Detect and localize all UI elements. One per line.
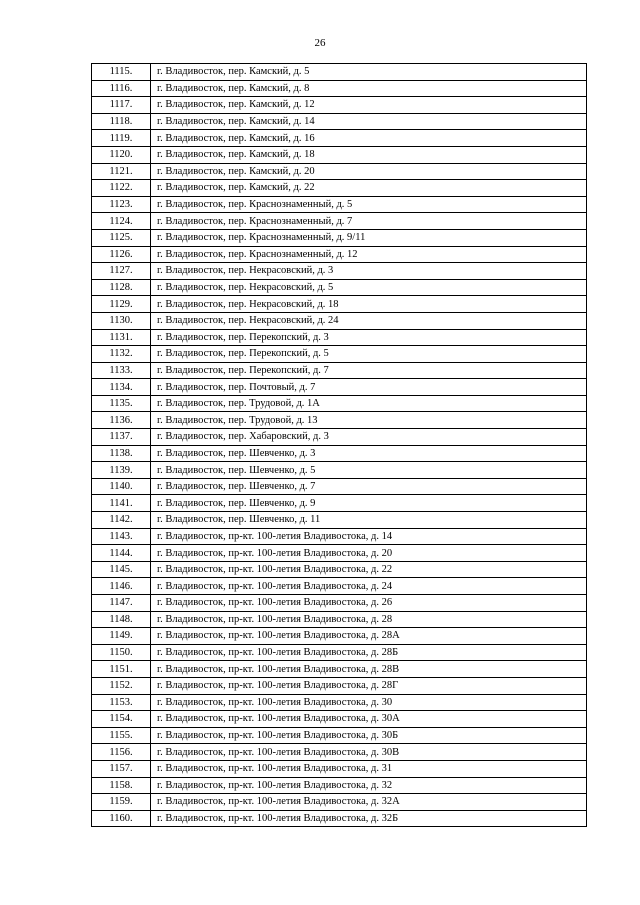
row-number: 1134. — [92, 379, 151, 396]
row-address: г. Владивосток, пр-кт. 100-летия Владивостока, д. 28 — [151, 611, 587, 628]
table-row — [92, 246, 587, 263]
table-row — [92, 279, 587, 296]
row-address: г. Владивосток, пр-кт. 100-летия Владивостока, д. 30В — [151, 744, 587, 761]
row-number: 1130. — [92, 312, 151, 329]
table-row — [92, 561, 587, 578]
row-number: 1154. — [92, 711, 151, 728]
row-number: 1156. — [92, 744, 151, 761]
row-address: г. Владивосток, пр-кт. 100-летия Владивостока, д. 32Б — [151, 810, 587, 827]
table-row — [92, 263, 587, 280]
table-row — [92, 296, 587, 313]
row-address: г. Владивосток, пер. Камский, д. 8 — [151, 80, 587, 97]
row-address: г. Владивосток, пер. Камский, д. 14 — [151, 113, 587, 130]
table-row — [92, 794, 587, 811]
row-address: г. Владивосток, пер. Краснознаменный, д. 5 — [151, 196, 587, 213]
row-address: г. Владивосток, пер. Шевченко, д. 5 — [151, 462, 587, 479]
row-address: г. Владивосток, пр-кт. 100-летия Владивостока, д. 28А — [151, 628, 587, 645]
row-address: г. Владивосток, пр-кт. 100-летия Владивостока, д. 28Г — [151, 677, 587, 694]
address-table-body — [92, 64, 587, 827]
row-address: г. Владивосток, пр-кт. 100-летия Владивостока, д. 20 — [151, 545, 587, 562]
row-number: 1147. — [92, 595, 151, 612]
row-address: г. Владивосток, пер. Камский, д. 18 — [151, 146, 587, 163]
row-address: г. Владивосток, пер. Шевченко, д. 9 — [151, 495, 587, 512]
row-number: 1150. — [92, 644, 151, 661]
row-address: г. Владивосток, пр-кт. 100-летия Владивостока, д. 30 — [151, 694, 587, 711]
row-address: г. Владивосток, пр-кт. 100-летия Владивостока, д. 14 — [151, 528, 587, 545]
address-table — [91, 63, 587, 827]
row-address: г. Владивосток, пер. Некрасовский, д. 18 — [151, 296, 587, 313]
row-number: 1137. — [92, 429, 151, 446]
table-row — [92, 362, 587, 379]
row-address: г. Владивосток, пер. Некрасовский, д. 24 — [151, 312, 587, 329]
table-row — [92, 395, 587, 412]
table-row — [92, 694, 587, 711]
row-number: 1145. — [92, 561, 151, 578]
row-address: г. Владивосток, пр-кт. 100-летия Владивостока, д. 32А — [151, 794, 587, 811]
row-address: г. Владивосток, пер. Краснознаменный, д. 12 — [151, 246, 587, 263]
row-number: 1126. — [92, 246, 151, 263]
table-row — [92, 777, 587, 794]
row-address: г. Владивосток, пер. Перекопский, д. 3 — [151, 329, 587, 346]
row-address: г. Владивосток, пр-кт. 100-летия Владивостока, д. 22 — [151, 561, 587, 578]
table-row — [92, 64, 587, 81]
table-row — [92, 578, 587, 595]
row-address: г. Владивосток, пер. Перекопский, д. 7 — [151, 362, 587, 379]
row-number: 1141. — [92, 495, 151, 512]
table-row — [92, 628, 587, 645]
table-row — [92, 213, 587, 230]
row-address: г. Владивосток, пер. Шевченко, д. 7 — [151, 478, 587, 495]
table-row — [92, 97, 587, 114]
row-number: 1157. — [92, 760, 151, 777]
row-number: 1116. — [92, 80, 151, 97]
row-address: г. Владивосток, пер. Шевченко, д. 3 — [151, 445, 587, 462]
table-row — [92, 146, 587, 163]
table-row — [92, 113, 587, 130]
table-row — [92, 545, 587, 562]
row-address: г. Владивосток, пер. Камский, д. 22 — [151, 180, 587, 197]
row-address: г. Владивосток, пр-кт. 100-летия Владивостока, д. 30Б — [151, 727, 587, 744]
row-address: г. Владивосток, пер. Краснознаменный, д. 9/11 — [151, 229, 587, 246]
table-row — [92, 312, 587, 329]
row-number: 1160. — [92, 810, 151, 827]
table-row — [92, 229, 587, 246]
table-row — [92, 644, 587, 661]
row-number: 1148. — [92, 611, 151, 628]
row-address: г. Владивосток, пер. Трудовой, д. 13 — [151, 412, 587, 429]
row-address: г. Владивосток, пер. Некрасовский, д. 3 — [151, 263, 587, 280]
table-row — [92, 130, 587, 147]
table-row — [92, 760, 587, 777]
row-number: 1124. — [92, 213, 151, 230]
row-number: 1117. — [92, 97, 151, 114]
row-address: г. Владивосток, пер. Камский, д. 20 — [151, 163, 587, 180]
table-row — [92, 595, 587, 612]
row-number: 1152. — [92, 677, 151, 694]
row-address: г. Владивосток, пр-кт. 100-летия Владивостока, д. 31 — [151, 760, 587, 777]
row-address: г. Владивосток, пр-кт. 100-летия Владивостока, д. 30А — [151, 711, 587, 728]
table-row — [92, 346, 587, 363]
table-row — [92, 727, 587, 744]
row-address: г. Владивосток, пер. Трудовой, д. 1А — [151, 395, 587, 412]
table-row — [92, 512, 587, 529]
table-row — [92, 379, 587, 396]
row-number: 1158. — [92, 777, 151, 794]
row-number: 1146. — [92, 578, 151, 595]
table-row — [92, 462, 587, 479]
row-number: 1142. — [92, 512, 151, 529]
table-row — [92, 495, 587, 512]
table-row — [92, 163, 587, 180]
row-address: г. Владивосток, пер. Почтовый, д. 7 — [151, 379, 587, 396]
table-row — [92, 445, 587, 462]
table-row — [92, 329, 587, 346]
row-number: 1133. — [92, 362, 151, 379]
row-number: 1135. — [92, 395, 151, 412]
table-row — [92, 429, 587, 446]
row-address: г. Владивосток, пр-кт. 100-летия Владивостока, д. 26 — [151, 595, 587, 612]
row-number: 1129. — [92, 296, 151, 313]
row-number: 1155. — [92, 727, 151, 744]
row-number: 1122. — [92, 180, 151, 197]
row-number: 1119. — [92, 130, 151, 147]
row-number: 1132. — [92, 346, 151, 363]
table-row — [92, 810, 587, 827]
row-number: 1128. — [92, 279, 151, 296]
row-address: г. Владивосток, пер. Камский, д. 16 — [151, 130, 587, 147]
row-number: 1159. — [92, 794, 151, 811]
table-row — [92, 661, 587, 678]
row-address: г. Владивосток, пер. Перекопский, д. 5 — [151, 346, 587, 363]
row-number: 1139. — [92, 462, 151, 479]
row-address: г. Владивосток, пер. Камский, д. 12 — [151, 97, 587, 114]
table-row — [92, 677, 587, 694]
row-number: 1125. — [92, 229, 151, 246]
row-number: 1127. — [92, 263, 151, 280]
row-number: 1120. — [92, 146, 151, 163]
table-row — [92, 180, 587, 197]
row-address: г. Владивосток, пр-кт. 100-летия Владивостока, д. 32 — [151, 777, 587, 794]
row-number: 1153. — [92, 694, 151, 711]
row-number: 1151. — [92, 661, 151, 678]
table-row — [92, 711, 587, 728]
row-number: 1149. — [92, 628, 151, 645]
table-row — [92, 611, 587, 628]
row-address: г. Владивосток, пр-кт. 100-летия Владивостока, д. 28В — [151, 661, 587, 678]
row-number: 1123. — [92, 196, 151, 213]
row-number: 1144. — [92, 545, 151, 562]
row-number: 1118. — [92, 113, 151, 130]
row-number: 1140. — [92, 478, 151, 495]
row-number: 1115. — [92, 64, 151, 81]
row-address: г. Владивосток, пр-кт. 100-летия Владивостока, д. 24 — [151, 578, 587, 595]
row-number: 1143. — [92, 528, 151, 545]
page-number: 26 — [314, 37, 326, 49]
row-address: г. Владивосток, пер. Краснознаменный, д. 7 — [151, 213, 587, 230]
row-address: г. Владивосток, пер. Хабаровский, д. 3 — [151, 429, 587, 446]
row-address: г. Владивосток, пр-кт. 100-летия Владивостока, д. 28Б — [151, 644, 587, 661]
table-row — [92, 744, 587, 761]
row-number: 1136. — [92, 412, 151, 429]
row-number: 1131. — [92, 329, 151, 346]
row-address: г. Владивосток, пер. Шевченко, д. 11 — [151, 512, 587, 529]
row-number: 1138. — [92, 445, 151, 462]
row-address: г. Владивосток, пер. Камский, д. 5 — [151, 64, 587, 81]
table-row — [92, 412, 587, 429]
table-row — [92, 196, 587, 213]
table-row — [92, 80, 587, 97]
row-address: г. Владивосток, пер. Некрасовский, д. 5 — [151, 279, 587, 296]
table-row — [92, 478, 587, 495]
table-row — [92, 528, 587, 545]
row-number: 1121. — [92, 163, 151, 180]
